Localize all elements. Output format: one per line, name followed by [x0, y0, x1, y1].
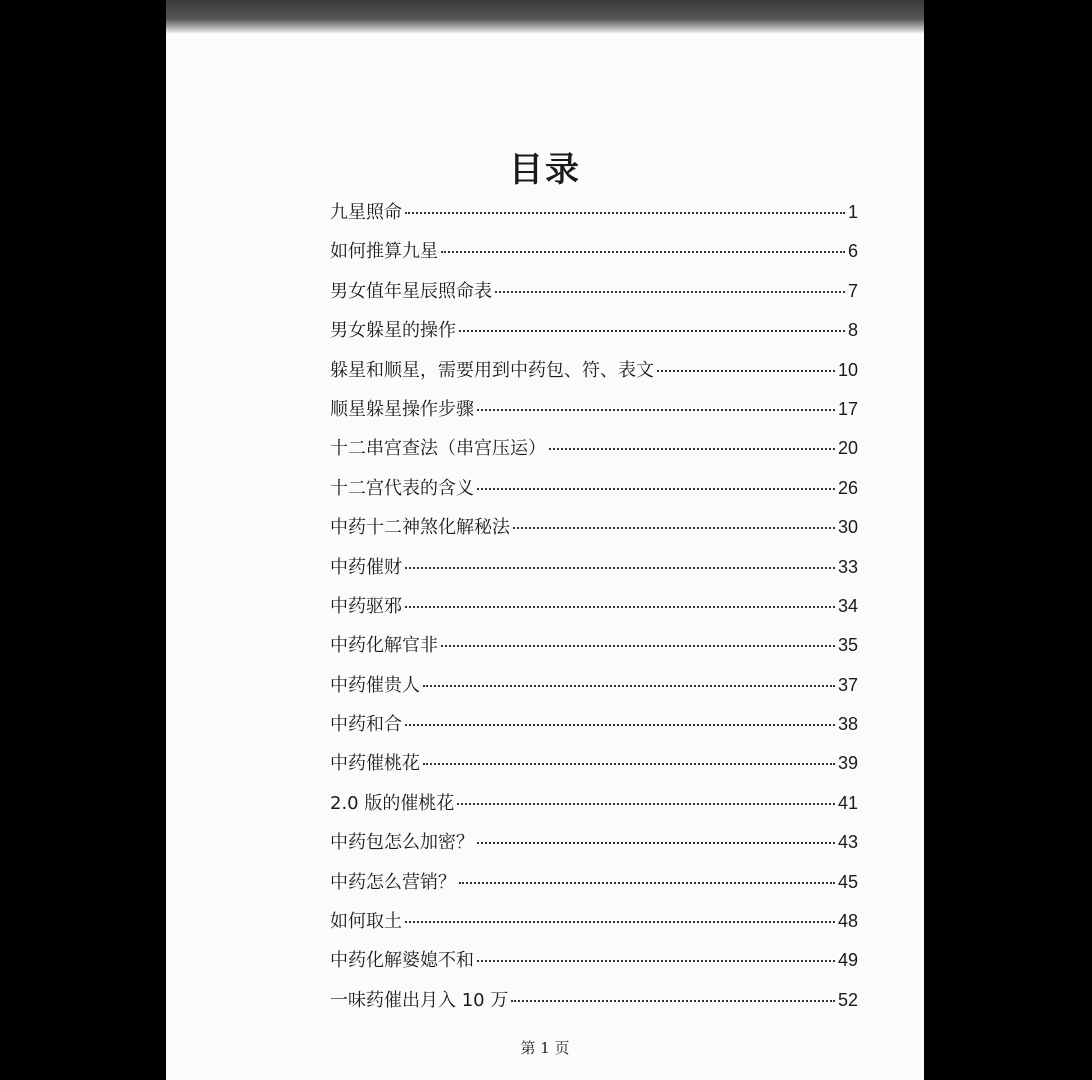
toc-entry-title: 中药化解婆媳不和 [330, 950, 474, 972]
toc-entry-page: 39 [837, 753, 858, 774]
toc-entry-title: 十二宫代表的含义 [330, 477, 474, 499]
toc-entry-page: 8 [847, 320, 858, 341]
dot-leader [405, 724, 835, 726]
toc-entry-page: 7 [847, 280, 858, 301]
toc-entry-page: 6 [847, 241, 858, 262]
toc-entry-page: 35 [837, 635, 858, 656]
toc-entry [330, 395, 858, 434]
toc-entry-page: 45 [837, 871, 858, 892]
toc-entry [330, 198, 858, 237]
page-title: 目录 [509, 150, 581, 190]
dot-leader [513, 527, 835, 529]
toc-entry [330, 749, 858, 788]
document-page [166, 0, 924, 1080]
dot-leader [459, 882, 835, 884]
dot-leader [423, 685, 835, 687]
toc-entry-title: 躲星和顺星，需要用到中药包、符、表文 [330, 359, 654, 381]
toc-entry-title: 中药包怎么加密？ [330, 832, 474, 854]
toc-entry-page: 43 [837, 832, 858, 853]
toc-entry [330, 513, 858, 552]
toc-entry [330, 631, 858, 670]
dot-leader [495, 291, 845, 293]
toc-entry-page: 20 [837, 438, 858, 459]
toc-entry-title: 如何推算九星 [330, 241, 438, 263]
toc-entry-page: 37 [837, 674, 858, 695]
toc-entry [330, 789, 858, 828]
toc-entry-title: 中药催桃花 [330, 753, 420, 775]
toc-entry-page: 30 [837, 517, 858, 538]
toc-entry [330, 434, 858, 473]
dot-leader [477, 488, 835, 490]
dot-leader [423, 763, 835, 765]
scan-edge-shadow [166, 0, 924, 34]
toc-entry [330, 907, 858, 946]
toc-entry-title: 中药化解官非 [330, 635, 438, 657]
toc-entry-title: 顺星躲星操作步骤 [330, 398, 474, 420]
toc-entry-title: 中药催贵人 [330, 674, 420, 696]
toc-entry-page: 49 [837, 950, 858, 971]
toc-entry-title: 男女躲星的操作 [330, 320, 456, 342]
toc-entry [330, 710, 858, 749]
dot-leader [441, 645, 835, 647]
toc-entry-page: 26 [837, 477, 858, 498]
toc-entry [330, 828, 858, 867]
dot-leader [657, 370, 835, 372]
toc-entry-page: 48 [837, 911, 858, 932]
toc-entry-title: 中药怎么营销？ [330, 871, 456, 893]
toc-entry-title: 十二串宫查法（串宫压运） [330, 438, 546, 460]
toc-entry [330, 946, 858, 985]
dot-leader [457, 803, 835, 805]
toc-entry [330, 356, 858, 395]
toc-entry [330, 316, 858, 355]
toc-entry [330, 592, 858, 631]
dot-leader [405, 606, 835, 608]
toc-entry [330, 671, 858, 710]
toc-entry [330, 986, 858, 1025]
toc-entry-page: 17 [837, 398, 858, 419]
toc-entry-title: 中药和合 [330, 714, 402, 736]
toc-entry [330, 474, 858, 513]
toc-entry-page: 1 [847, 202, 858, 222]
dot-leader [477, 960, 835, 962]
toc-entry-page: 52 [837, 989, 858, 1010]
dot-leader [511, 1000, 835, 1002]
dot-leader [441, 251, 845, 253]
toc-entry [330, 277, 858, 316]
toc-entry-title: 男女值年星辰照命表 [330, 280, 492, 302]
dot-leader [405, 567, 835, 569]
dot-leader [405, 212, 845, 214]
dot-leader [477, 409, 835, 411]
toc-entry [330, 237, 858, 276]
page-footer: 第 1 页 [520, 1039, 570, 1057]
toc-entry-page: 10 [837, 359, 858, 380]
toc-entry-page: 41 [837, 792, 858, 813]
toc-entry-title: 2.0 版的催桃花 [330, 792, 455, 814]
dot-leader [405, 921, 835, 923]
table-of-contents [330, 198, 858, 1025]
dot-leader [459, 330, 845, 332]
toc-entry-title: 中药十二神煞化解秘法 [330, 517, 510, 539]
toc-entry [330, 868, 858, 907]
dot-leader [477, 842, 835, 844]
toc-entry-page: 38 [837, 714, 858, 735]
toc-entry-page: 33 [837, 556, 858, 577]
dot-leader [549, 448, 835, 450]
toc-entry-page: 34 [837, 595, 858, 616]
toc-entry-title: 一味药催出月入 10 万 [330, 989, 509, 1011]
toc-entry-title: 中药驱邪 [330, 595, 402, 617]
toc-entry-title: 如何取土 [330, 911, 402, 933]
toc-entry [330, 553, 858, 592]
toc-entry-title: 九星照命 [330, 202, 402, 223]
toc-entry-title: 中药催财 [330, 556, 402, 578]
